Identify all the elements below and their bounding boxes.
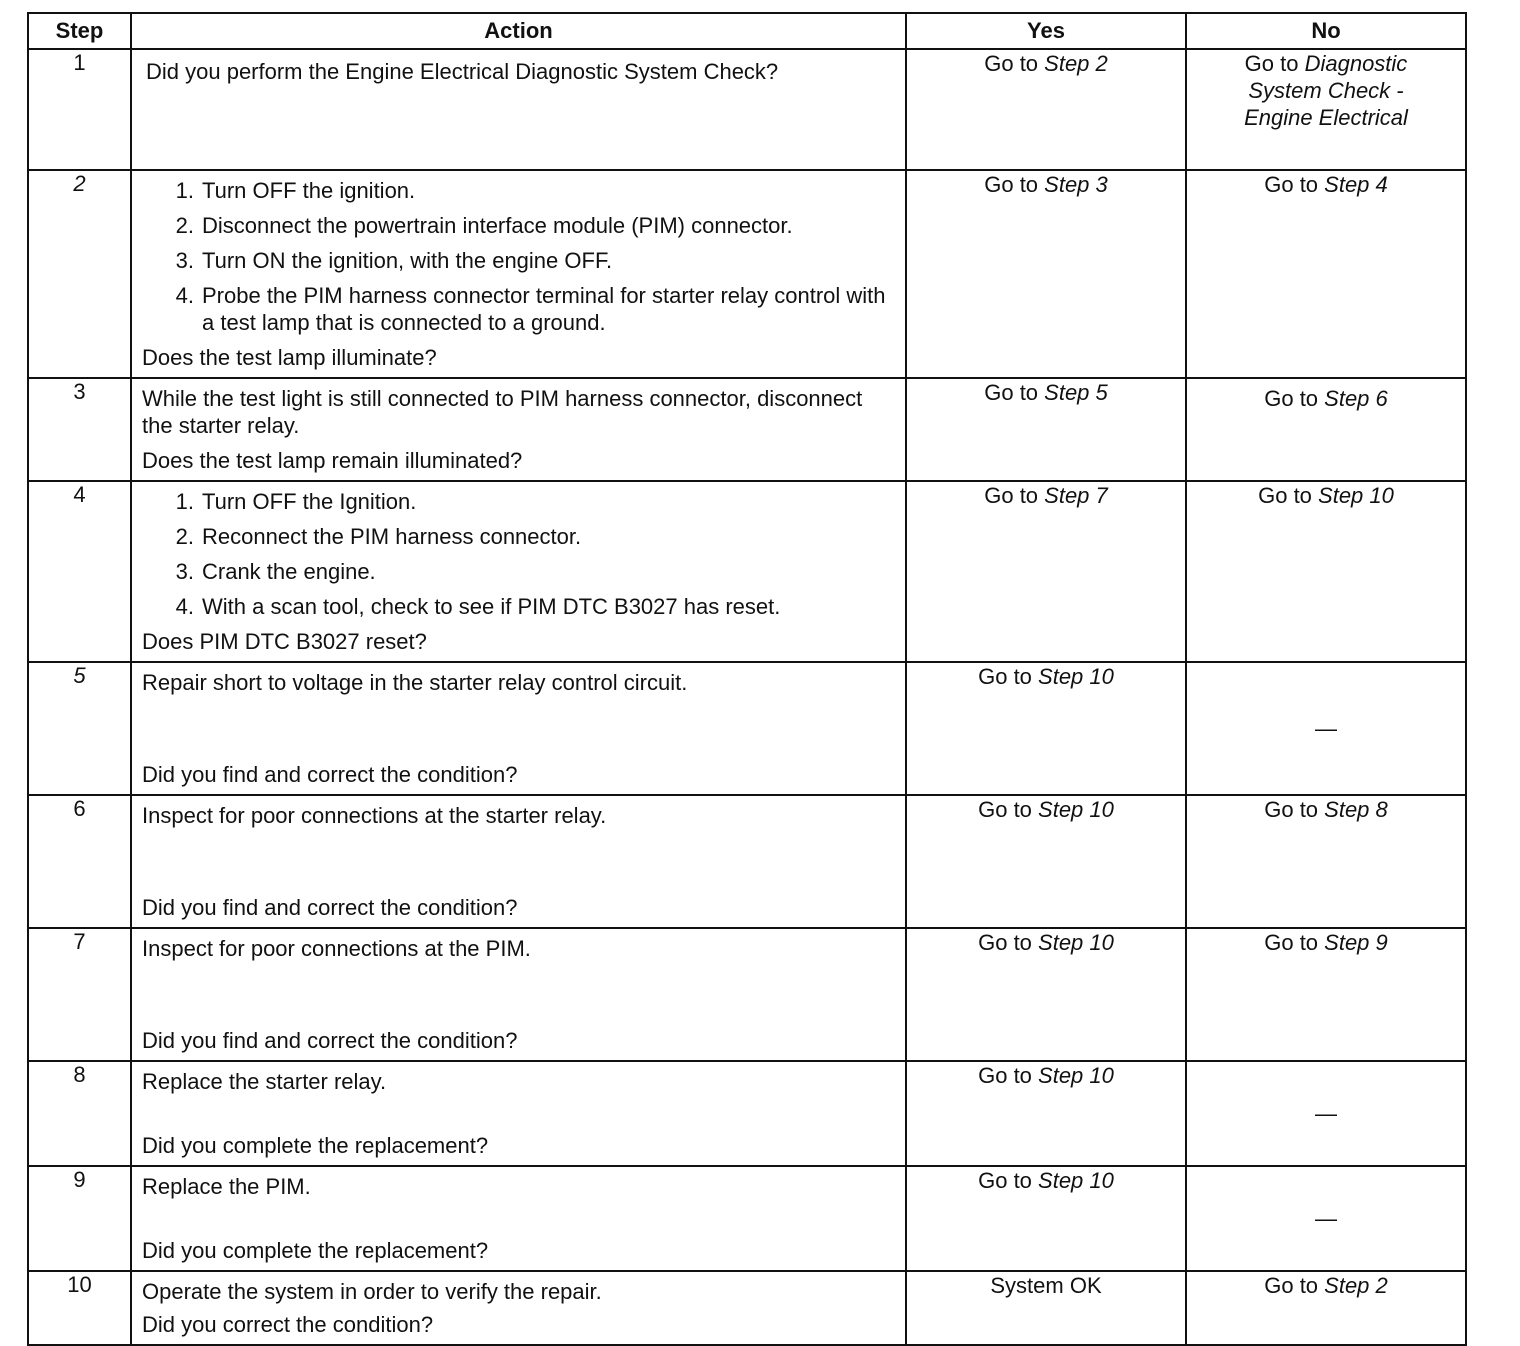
action-cell <box>131 662 906 795</box>
table-row <box>28 49 1466 170</box>
step-number: 8 <box>28 1061 131 1166</box>
no-cell: — <box>1186 1166 1466 1271</box>
table-row <box>28 481 1466 662</box>
step-number: 3 <box>28 378 131 481</box>
list-item: 3. Turn ON the ignition, with the engine OFF. <box>175 248 613 273</box>
table-row <box>28 1061 1466 1166</box>
no-cell: Go to Step 8 <box>1186 795 1466 928</box>
yes-cell: Go to Step 7 <box>906 481 1186 662</box>
yes-cell: Go to Step 3 <box>906 170 1186 378</box>
list-item: 2. Disconnect the powertrain interface module (PIM) connector. <box>175 213 793 238</box>
table-row <box>28 795 1466 928</box>
list-item: 4. Probe the PIM harness connector terminal for starter relay control with a test lamp that is connected to a ground. <box>175 283 886 335</box>
list-item: 3. Crank the engine. <box>175 559 376 584</box>
no-cell: — <box>1186 1061 1466 1166</box>
yes-cell: Go to Step 2 <box>906 49 1186 170</box>
no-cell: Go to Diagnostic System Check - Engine Electrical <box>1186 49 1466 170</box>
action-question: Does the test lamp remain illuminated? <box>142 448 523 473</box>
action-cell <box>131 1271 906 1345</box>
step-number: 5 <box>28 662 131 795</box>
action-text: Inspect for poor connections at the starter relay. <box>142 803 607 828</box>
step-number: 1 <box>28 49 131 170</box>
action-cell <box>131 928 906 1061</box>
header-action: Action <box>131 13 906 49</box>
table-row <box>28 662 1466 795</box>
header-row <box>28 13 1466 49</box>
action-question: Did you find and correct the condition? <box>142 895 518 920</box>
action-question: Did you complete the replacement? <box>142 1238 489 1263</box>
no-cell: Go to Step 6 <box>1186 378 1466 481</box>
action-question: Did you find and correct the condition? <box>142 762 518 787</box>
table-row <box>28 1271 1466 1345</box>
action-cell <box>131 1061 906 1166</box>
header-step: Step <box>28 13 131 49</box>
action-text: Replace the PIM. <box>142 1174 311 1199</box>
action-question: Did you correct the condition? <box>142 1312 434 1337</box>
list-item: 4. With a scan tool, check to see if PIM DTC B3027 has reset. <box>175 594 781 619</box>
action-cell <box>131 1166 906 1271</box>
action-text: Operate the system in order to verify the repair. <box>142 1279 602 1304</box>
action-question: Did you complete the replacement? <box>142 1133 489 1158</box>
yes-cell: Go to Step 5 <box>906 378 1186 481</box>
action-cell <box>131 378 906 481</box>
yes-cell: Go to Step 10 <box>906 662 1186 795</box>
action-cell <box>131 481 906 662</box>
header-no: No <box>1186 13 1466 49</box>
table-row <box>28 1166 1466 1271</box>
action-text: Replace the starter relay. <box>142 1069 387 1094</box>
yes-cell: Go to Step 10 <box>906 928 1186 1061</box>
action-question: Did you find and correct the condition? <box>142 1028 518 1053</box>
table-row <box>28 378 1466 481</box>
action-cell <box>131 170 906 378</box>
step-number: 6 <box>28 795 131 928</box>
yes-cell: Go to Step 10 <box>906 1166 1186 1271</box>
step-number: 10 <box>28 1271 131 1345</box>
yes-cell: Go to Step 10 <box>906 1061 1186 1166</box>
action-text: Did you perform the Engine Electrical Diagnostic System Check? <box>146 59 779 84</box>
diagnostic-table <box>27 12 1467 1346</box>
step-number: 7 <box>28 928 131 1061</box>
no-cell: Go to Step 2 <box>1186 1271 1466 1345</box>
no-cell: Go to Step 10 <box>1186 481 1466 662</box>
step-number: 2 <box>28 170 131 378</box>
step-number: 4 <box>28 481 131 662</box>
list-item: 1. Turn OFF the Ignition. <box>175 489 417 514</box>
action-text: Inspect for poor connections at the PIM. <box>142 936 531 961</box>
action-cell <box>131 795 906 928</box>
yes-cell: Go to Step 10 <box>906 795 1186 928</box>
action-question: Does PIM DTC B3027 reset? <box>142 629 427 654</box>
action-question: Does the test lamp illuminate? <box>142 345 437 370</box>
table-row <box>28 170 1466 378</box>
action-cell <box>131 49 906 170</box>
no-cell: Go to Step 4 <box>1186 170 1466 378</box>
no-cell: Go to Step 9 <box>1186 928 1466 1061</box>
list-item: 1. Turn OFF the ignition. <box>175 178 416 203</box>
header-yes: Yes <box>906 13 1186 49</box>
yes-cell: System OK <box>906 1271 1186 1345</box>
action-text: While the test light is still connected to PIM harness connector, disconnect the starter relay. <box>142 386 863 438</box>
table-row <box>28 928 1466 1061</box>
list-item: 2. Reconnect the PIM harness connector. <box>175 524 582 549</box>
no-cell: — <box>1186 662 1466 795</box>
procedure-list <box>142 177 893 336</box>
step-number: 9 <box>28 1166 131 1271</box>
procedure-list <box>142 488 893 620</box>
action-text: Repair short to voltage in the starter relay control circuit. <box>142 670 688 695</box>
